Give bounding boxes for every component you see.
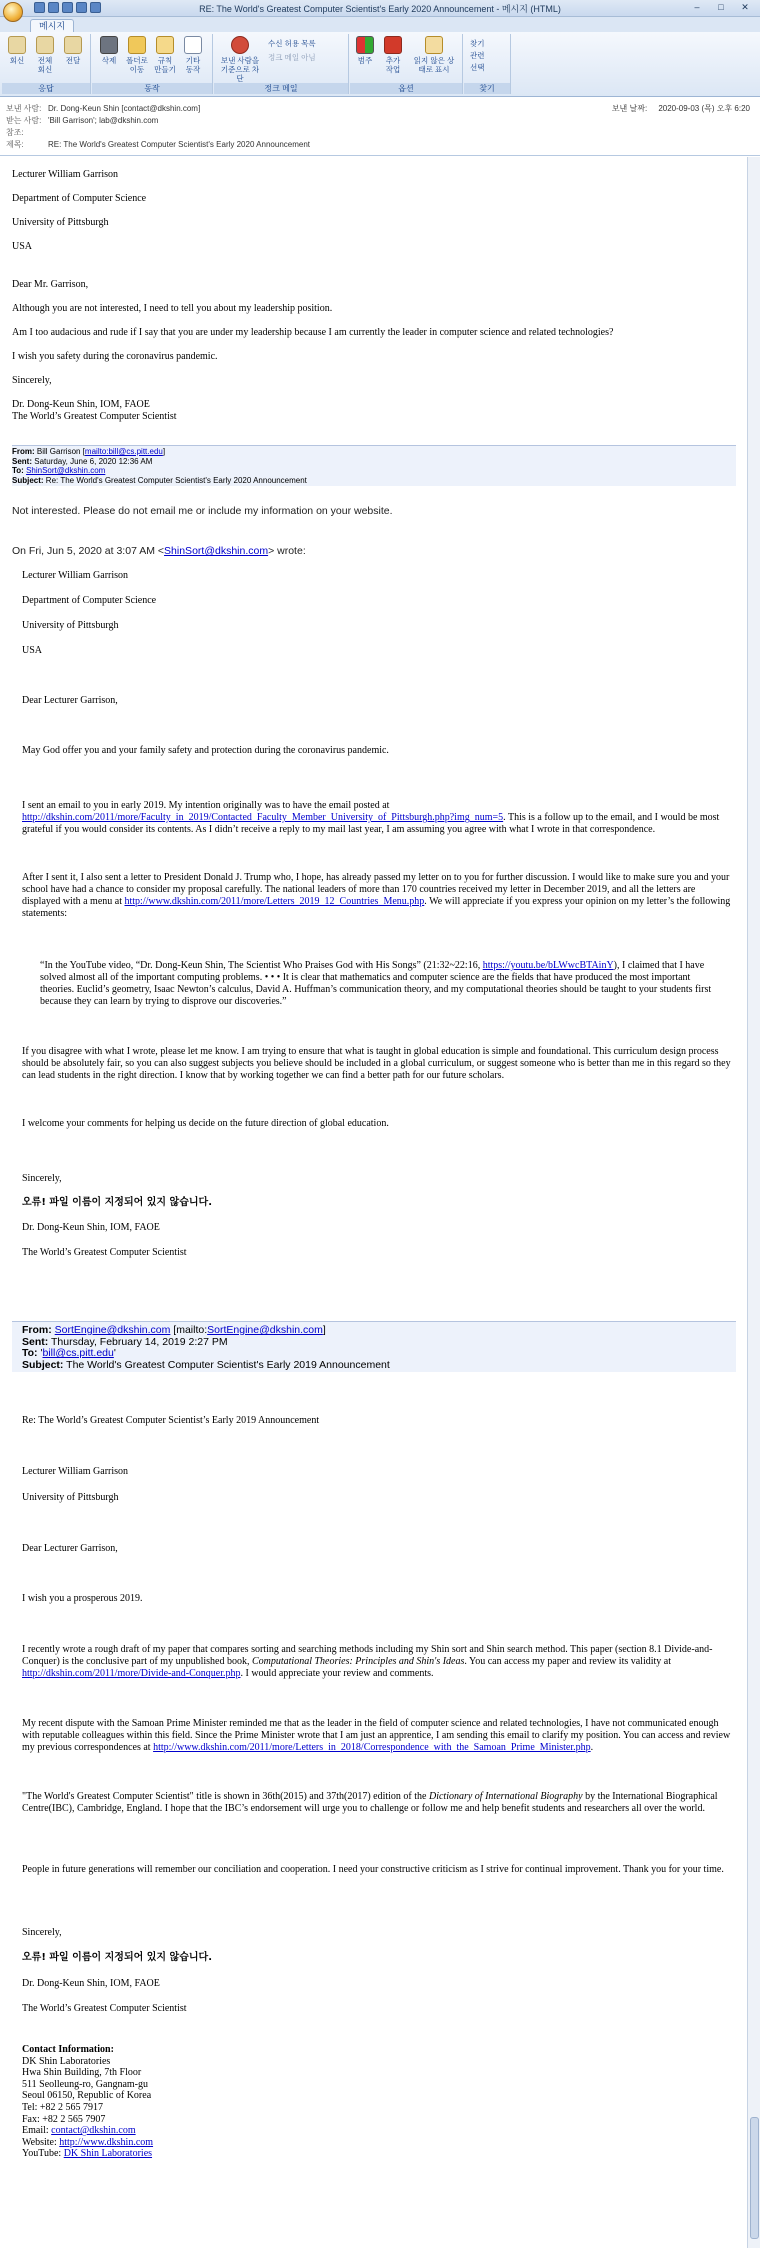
dictionary-title: Dictionary of International Biography (428, 1791, 583, 1802)
contact-line: Fax: +82 2 565 7907 (22, 2113, 106, 2125)
address-line: Department of Computer Science (22, 595, 157, 606)
paragraph: If you disagree with what I wrote, please let me know. I am trying to ensure that what is taught in global education is simple and foundational. This curriculum design process should be absolutely fair, so you can also suggest subjects you believe should be included in a global curriculum, or suggest someone who is better than me in this regard so they can lead students in the right direction. I know that by working together we can find a better path for our future scholars. (22, 1046, 731, 1081)
ribbon (0, 32, 760, 97)
tab-message[interactable]: 메시지 (30, 19, 74, 33)
from-text: Bill Garrison [ (36, 447, 85, 456)
from-link[interactable]: SortEngine@dkshin.com (54, 1324, 171, 1336)
delete-icon (100, 36, 118, 54)
safe-senders-button[interactable]: 수신 허용 목록 (268, 39, 316, 48)
flag-icon (384, 36, 402, 54)
contact-heading: Contact Information: (22, 2044, 114, 2055)
sent-value: Thursday, February 14, 2019 2:27 PM (50, 1335, 228, 1348)
paragraph (22, 1644, 732, 1680)
error-text: 오류! 파일 이름이 지정되어 있지 않습니다. (22, 1197, 212, 1208)
youtube-key: YouTube: (22, 2148, 64, 2160)
subject-label: 제목: (6, 140, 24, 149)
paragraph-text: . (590, 1742, 594, 1753)
minimize-button[interactable]: – (694, 2, 700, 12)
paragraph (22, 800, 732, 836)
ribbon-tab-row (0, 17, 760, 32)
reply-all-icon (36, 36, 54, 54)
select-button[interactable]: 선택 (470, 63, 485, 72)
quote-text: ), I claimed that I have solved almost all of the important computing problems. • • • It is clear that mathematics and computer science are the fields that have produced the most important theories. Euclid’s geometry, Isaac Newton’s calculus, David A. Huffman’s communication theory, and my computational theories should be taught to your students first because they can learn by trying to disprove our discoveries.” (40, 960, 712, 1007)
to-link[interactable]: bill@cs.pitt.edu (42, 1347, 114, 1359)
website-link[interactable]: http://www.dkshin.com (59, 2136, 154, 2148)
address-line: USA (22, 645, 43, 656)
paragraph-text: by the International Biographical Centre(IBC), Cambridge, England. I hope that the IBC’s endorsement will urge you to challenge or follow me and help benefit students and researchers all over the world. (22, 1791, 718, 1814)
signature-name: Dr. Dong-Keun Shin, IOM, FAOE (12, 399, 150, 410)
contact-line: DK Shin Laboratories (22, 2055, 111, 2067)
paragraph-text: After I sent it, I also sent a letter to President Donald J. Trump who, I hope, has already passed my letter on to you for further discussion. I would like to make sure you and your school have had a chance to consider my proposal carefully. The national leaders of more than 170 countries received my letter in December 2019, and all the letters are displayed with a menu at (22, 872, 730, 907)
date-label: 보낸 날짜: (611, 104, 648, 113)
vertical-scrollbar[interactable] (747, 157, 760, 2248)
closing: Sincerely, (22, 1173, 62, 1184)
website-key: Website: (22, 2136, 60, 2148)
folder-icon (128, 36, 146, 54)
rule-icon (156, 36, 174, 54)
block-sender-icon (231, 36, 249, 54)
wrote-suffix: > wrote: (268, 545, 306, 557)
contact-line: Seoul 06150, Republic of Korea (22, 2090, 152, 2102)
contact-info (22, 2044, 732, 2160)
group-junk (214, 34, 349, 94)
group-options (350, 34, 463, 94)
from-end: ] (162, 447, 166, 456)
group-label: 응답 (2, 83, 90, 94)
from-label: 보낸 사람: (6, 104, 42, 113)
related-button[interactable]: 관련 (470, 51, 485, 60)
group-find (464, 34, 511, 94)
contact-line: Hwa Shin Building, 7th Floor (22, 2067, 142, 2079)
paragraph: I wish you a prosperous 2019. (22, 1593, 143, 1604)
signature-title: The World’s Greatest Computer Scientist (22, 2003, 187, 2014)
youtube-channel-link[interactable]: DK Shin Laboratories (63, 2148, 153, 2160)
signature-title: The World’s Greatest Computer Scientist (12, 411, 177, 422)
mark-unread-button[interactable]: 읽지 않은 상태로 표시 (412, 36, 456, 74)
scrollbar-thumb[interactable] (750, 2117, 759, 2239)
date-value: 2020-09-03 (목) 오후 6:20 (658, 104, 750, 113)
paragraph-text: I sent an email to you in early 2019. My intention originally was to have the email posted at (22, 800, 390, 811)
from-mailto-link[interactable]: SortEngine@dkshin.com (207, 1324, 323, 1336)
paragraph-text: . You can access my paper and review its validity at (464, 1656, 672, 1667)
address-line: Lecturer William Garrison (22, 1466, 129, 1477)
paragraph-text: . We will appreciate if you express your opinion on my letter’s the following statements: (22, 896, 731, 919)
letters-menu-link[interactable]: http://www.dkshin.com/2011/more/Letters_2019_12_Countries_Menu.php (124, 896, 425, 907)
to-value[interactable]: 'Bill Garrison'; lab@dkshin.com (48, 116, 159, 125)
signature-name: Dr. Dong-Keun Shin, IOM, FAOE (22, 1222, 160, 1233)
cc-label: 참조: (6, 128, 24, 137)
email-link[interactable]: contact@dkshin.com (51, 2125, 136, 2137)
sent-key: Sent: (22, 1335, 49, 1348)
group-respond (2, 34, 91, 94)
divide-conquer-link[interactable]: http://dkshin.com/2011/more/Divide-and-Conquer.php (22, 1668, 241, 1679)
close-button[interactable]: ✕ (741, 2, 749, 12)
greeting: Dear Lecturer Garrison, (22, 695, 118, 706)
from-mid: [mailto: (170, 1324, 208, 1336)
subject-value: Re: The World's Greatest Computer Scientist's Early 2020 Announcement (45, 475, 307, 485)
reply-all-button[interactable]: 전체 회신 (34, 36, 56, 74)
paragraph-text: I recently wrote a rough draft of my paper that compares sorting and searching methods including my Shin sort and Shin search method. This paper (section 8.1 Divide-and-Conquer) is the conclusive part of my unpublished book, (22, 1644, 713, 1667)
paragraph (22, 1791, 732, 1815)
paragraph-text: "The World's Greatest Computer Scientist" title is shown in 36th(2015) and 37th(2017) edition of the (22, 1791, 429, 1802)
move-to-folder-button[interactable]: 폴더로 이동 (126, 36, 148, 74)
delete-button[interactable]: 삭제 (98, 36, 120, 65)
to-link[interactable]: ShinSort@dkshin.com (26, 466, 106, 475)
address-line: Lecturer William Garrison (12, 169, 119, 180)
signature-title: The World’s Greatest Computer Scientist (22, 1247, 187, 1258)
greeting: Dear Lecturer Garrison, (22, 1543, 118, 1554)
re-line: Re: The World’s Greatest Computer Scientist’s Early 2019 Announcement (22, 1415, 320, 1426)
forward-button[interactable]: 전달 (62, 36, 84, 65)
paragraph (22, 872, 732, 920)
sent-value: Saturday, June 6, 2020 12:36 AM (34, 456, 153, 466)
to-quote: ' (113, 1347, 116, 1359)
block-quote (40, 960, 720, 1008)
reply-button[interactable]: 회신 (6, 36, 28, 65)
to-key: To: (12, 466, 24, 475)
message-body (0, 157, 742, 2248)
from-end: ] (322, 1324, 326, 1336)
to-label: 받는 사람: (6, 116, 42, 125)
reply-icon (8, 36, 26, 54)
group-actions (92, 34, 213, 94)
wrote-prefix: On Fri, Jun 5, 2020 at 3:07 AM < (12, 545, 165, 557)
title-bar (0, 0, 760, 17)
subject-key: Subject: (12, 475, 44, 485)
wrote-email-link[interactable]: ShinSort@dkshin.com (164, 545, 269, 557)
paragraph-text: My recent dispute with the Samoan Prime Minister reminded me that as the leader in the field of computer science and related technologies, I have not communicated enough with reputable colleagues within this field. Since the Prime Minister wrote that I am just an apprentice, I am sending this email to clarify my position. You can access and review my previous correspondences at (22, 1718, 731, 1753)
forward-icon (64, 36, 82, 54)
to-quote: ' (40, 1347, 43, 1359)
paragraph-text: . I would appreciate your review and comments. (240, 1668, 434, 1679)
closing: Sincerely, (22, 1927, 62, 1938)
contact-line: Tel: +82 2 565 7917 (22, 2101, 104, 2113)
categorize-button[interactable]: 범주 (354, 36, 376, 65)
address-line: Department of Computer Science (12, 193, 147, 204)
address-line: Lecturer William Garrison (22, 570, 129, 581)
youtube-link[interactable]: https://youtu.be/bLWwcBTAinY (482, 960, 614, 971)
samoan-correspondence-link[interactable]: http://www.dkshin.com/2011/more/Letters_in_2018/Correspondence_with_the_Samoan_Prime_Minister.php (153, 1742, 591, 1753)
from-key: From: (12, 447, 35, 456)
sent-key: Sent: (12, 456, 32, 466)
subject-value: RE: The World's Greatest Computer Scientist's Early 2020 Announcement (48, 140, 310, 149)
to-key: To: (22, 1347, 38, 1359)
paragraph: Although you are not interested, I need to tell you about my leadership position. (12, 303, 333, 314)
envelope-icon (425, 36, 443, 54)
message-header (0, 97, 760, 156)
office-button[interactable] (3, 2, 23, 22)
address-line: University of Pittsburgh (12, 217, 109, 228)
categories-icon (356, 36, 374, 54)
from-mailto-link[interactable]: mailto:bill@cs.pitt.edu (84, 447, 163, 456)
paragraph (22, 1718, 732, 1754)
greeting: Dear Mr. Garrison, (12, 279, 89, 290)
group-label: 정크 메일 (214, 83, 348, 94)
quote-text: “In the YouTube video, “Dr. Dong-Keun Shin, The Scientist Who Praises God with His Songs” (21:32~22:16, (40, 960, 483, 971)
document-icon (184, 36, 202, 54)
reply-text: Not interested. Please do not email me or include my information on your website. (12, 505, 393, 517)
error-text: 오류! 파일 이름이 지정되어 있지 않습니다. (22, 1952, 212, 1963)
signature-name: Dr. Dong-Keun Shin, IOM, FAOE (22, 1978, 160, 1989)
paragraph: Am I too audacious and rude if I say that you are under my leadership because I am currently the leader in computer science and related technologies? (12, 327, 614, 338)
paragraph: People in future generations will remember our conciliation and cooperation. I need your constructive criticism as I strive for continual improvement. Thank you for your time. (22, 1864, 724, 1875)
book-title: Computational Theories: Principles and Shin's Ideas (251, 1656, 465, 1667)
from-value[interactable]: Dr. Dong-Keun Shin [contact@dkshin.com] (48, 104, 201, 113)
address-line: University of Pittsburgh (22, 1492, 119, 1503)
paragraph-text: . This is a follow up to the email, and I would be most grateful if you would consider its contents. As I didn’t receive a reply to my mail last year, I am assuming you agree with what I wrote in that correspondence. (22, 812, 720, 835)
faculty-link[interactable]: http://dkshin.com/2011/more/Faculty_in_2019/Contacted_Faculty_Member_University_of_Pittsburgh.php?img_num=5 (22, 812, 504, 823)
group-label: 옵션 (350, 83, 462, 94)
follow-up-button[interactable]: 추가 작업 (382, 36, 404, 74)
subject-value: The World's Greatest Computer Scientist's Early 2019 Announcement (66, 1358, 390, 1371)
paragraph: I wish you safety during the coronavirus pandemic. (12, 351, 218, 362)
block-sender-button[interactable]: 보낸 사람을 기준으로 차단 (218, 36, 262, 83)
from-key: From: (22, 1324, 52, 1336)
email-key: Email: (22, 2125, 52, 2137)
paragraph: I welcome your comments for helping us decide on the future direction of global education. (22, 1118, 389, 1129)
create-rule-button[interactable]: 규칙 만들기 (154, 36, 176, 74)
subject-key: Subject: (22, 1358, 64, 1371)
window-title: RE: The World's Greatest Computer Scientist's Early 2020 Announcement - 메시지 (HTML) (199, 4, 561, 14)
address-line: University of Pittsburgh (22, 620, 119, 631)
find-button[interactable]: 찾기 (470, 39, 485, 48)
closing: Sincerely, (12, 375, 52, 386)
other-actions-button[interactable]: 기타 동작 (182, 36, 204, 74)
not-junk-button[interactable]: 정크 메일 아님 (268, 53, 316, 62)
group-label: 동작 (92, 83, 212, 94)
group-label: 찾기 (464, 83, 510, 94)
contact-line: 511 Seolleung-ro, Gangnam-gu (22, 2078, 148, 2090)
address-line: USA (12, 241, 33, 252)
maximize-button[interactable]: □ (718, 2, 724, 12)
paragraph: May God offer you and your family safety and protection during the coronavirus pandemic. (22, 745, 389, 756)
